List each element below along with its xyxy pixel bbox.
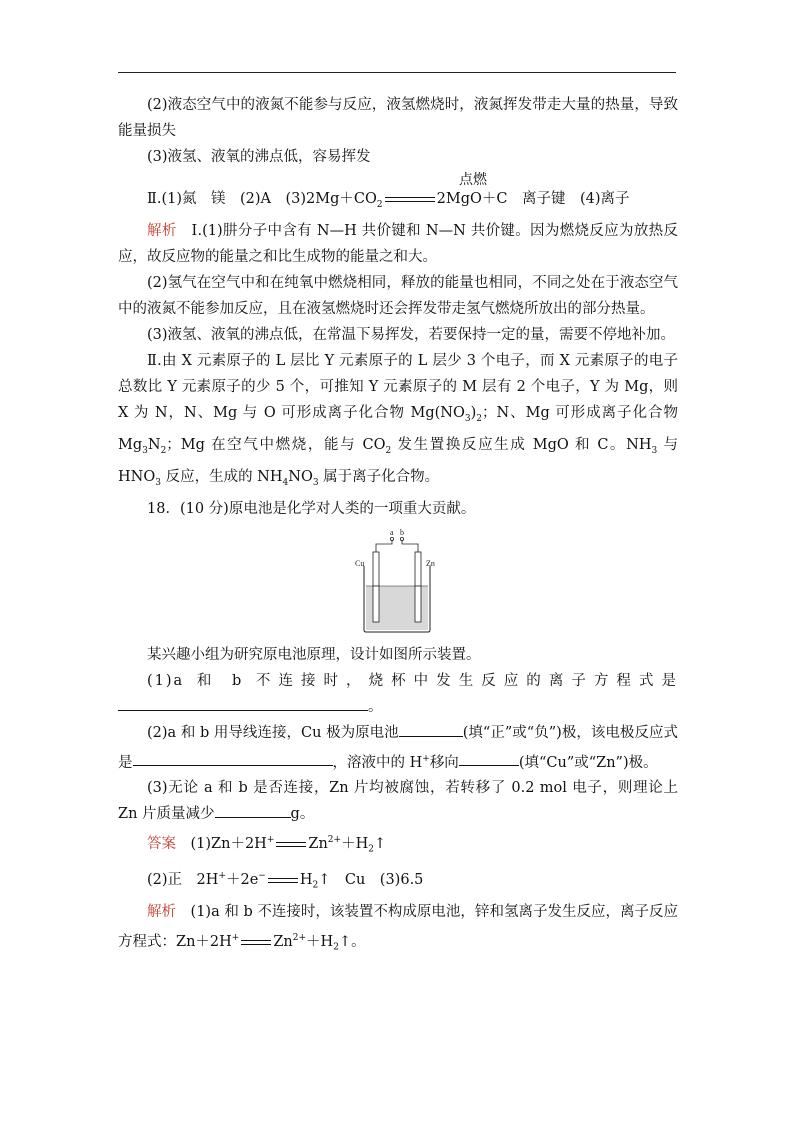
document-body bbox=[118, 92, 678, 961]
question-3: (3)无论 a 和 b 是否连接，Zn 片均被腐蚀，若转移了 0.2 mol 电子，则理论上 Zn 片质量减少 g。 bbox=[118, 780, 678, 823]
reaction-condition: 点燃 bbox=[459, 172, 487, 188]
answer-18: 答案 (1)Zn＋2H+ $Zn^{2+}+H_2↑$ bbox=[147, 835, 387, 856]
answer-blank-4[interactable] bbox=[459, 749, 519, 766]
copper-electrode-submerged bbox=[373, 586, 379, 622]
zinc-electrode-submerged bbox=[415, 586, 421, 622]
analysis-part-i: 解析 Ⅰ.(1)肼分子中含有 N—H 共价键和 N—N 共价键。因为燃烧反应为放热反应，故反应物的能量之和比生成物的能量之和大。 bbox=[118, 222, 678, 265]
answer-blank-3[interactable] bbox=[133, 749, 333, 766]
equal-sign bbox=[266, 873, 300, 887]
paragraph-setup: 某兴趣小组为研究原电池原理，设计如图所示装置。 bbox=[147, 646, 481, 663]
analysis-label: 解析 bbox=[147, 903, 177, 920]
analysis-part-ii: Ⅱ.由 X 元素原子的 L 层比 Y 元素原子的 L 层少 3 个电子，而 X 元素原子的电子总数比 Y 元素原子的少 5 个，可推知 Y 元素原子的 M 层有 2 个电子，Y 为 Mg，则 X 为 N，N、Mg 与 O 可形成离子化合物 $Mg(NO_3)_2$；N、Mg 可形成离子化合物 $Mg_3N_2$；Mg 在空气中燃烧，能与 $CO_2$ 发生置换反应生成 MgO 和 C。$NH_3$ 与 $HNO_3$ 反应，生成的 $NH_4NO_3$ 属于离子化合物。 bbox=[118, 352, 678, 488]
paragraph-3: (3)液氢、液氧的沸点低，容易挥发 bbox=[147, 149, 371, 165]
answer-18-2: (2)正 2H+＋2e− $H_2↑$ Cu (3)6.5 bbox=[147, 871, 424, 891]
analysis-18: 解析 (1)a 和 b 不连接时，该装置不构成原电池，锌和氢离子发生反应，离子反应方程式：Zn＋2H+ $Zn^{2+}+H_2↑$。 bbox=[118, 903, 679, 953]
analysis-2: (2)氢气在空气中和在纯氧中燃烧相同，释放的能量也相同，不同之处在于液态空气中的液氮不能参加反应，且在液氢燃烧时还会挥发带走氢气燃烧所放出的部分热量。 bbox=[118, 274, 678, 317]
equal-sign bbox=[239, 935, 273, 949]
header-rule bbox=[118, 72, 676, 73]
answer-blank-2[interactable] bbox=[399, 720, 463, 737]
answer-part-ii: Ⅱ.(1)氮 镁 (2)A $(3)2Mg+CO_2$ 2MgO＋C 离子键 (4)离子 bbox=[147, 191, 630, 210]
terminal-a-label: a bbox=[390, 527, 394, 537]
equal-sign bbox=[383, 192, 437, 206]
answer-blank-1[interactable] bbox=[118, 694, 368, 711]
terminal-b-label: b bbox=[400, 527, 404, 537]
question-18: 18．(10 分)原电池是化学对人类的一项重大贡献。 bbox=[147, 500, 476, 517]
answer-blank-5[interactable] bbox=[215, 801, 291, 818]
paragraph-2: (2)液态空气中的液氮不能参与反应，液氢燃烧时，液氮挥发带走大量的热量，导致能量损失 bbox=[118, 97, 678, 139]
analysis-3: (3)液氢、液氧的沸点低，在常温下易挥发，若要保持一定的量，需要不停地补加。 bbox=[147, 326, 676, 343]
question-2: (2)a 和 b 用导线连接，Cu 极为原电池 (填“正”或“负”)极，该电极反应式是 ，溶液中的 H+移向 (填“Cu”或“Zn”)极。 bbox=[118, 720, 678, 776]
question-1-blank: 。 bbox=[118, 694, 678, 720]
equal-sign bbox=[274, 837, 308, 851]
galvanic-cell-diagram bbox=[352, 526, 444, 636]
analysis-label: 解析 bbox=[147, 222, 177, 239]
wire-b bbox=[402, 540, 418, 552]
cu-label: Cu bbox=[355, 558, 365, 568]
answer-label: 答案 bbox=[147, 836, 176, 853]
zn-label: Zn bbox=[426, 558, 435, 568]
question-1: (1)a 和 b 不连接时，烧杯中发生反应的离子方程式是 bbox=[147, 672, 678, 689]
wire-a bbox=[376, 540, 392, 552]
